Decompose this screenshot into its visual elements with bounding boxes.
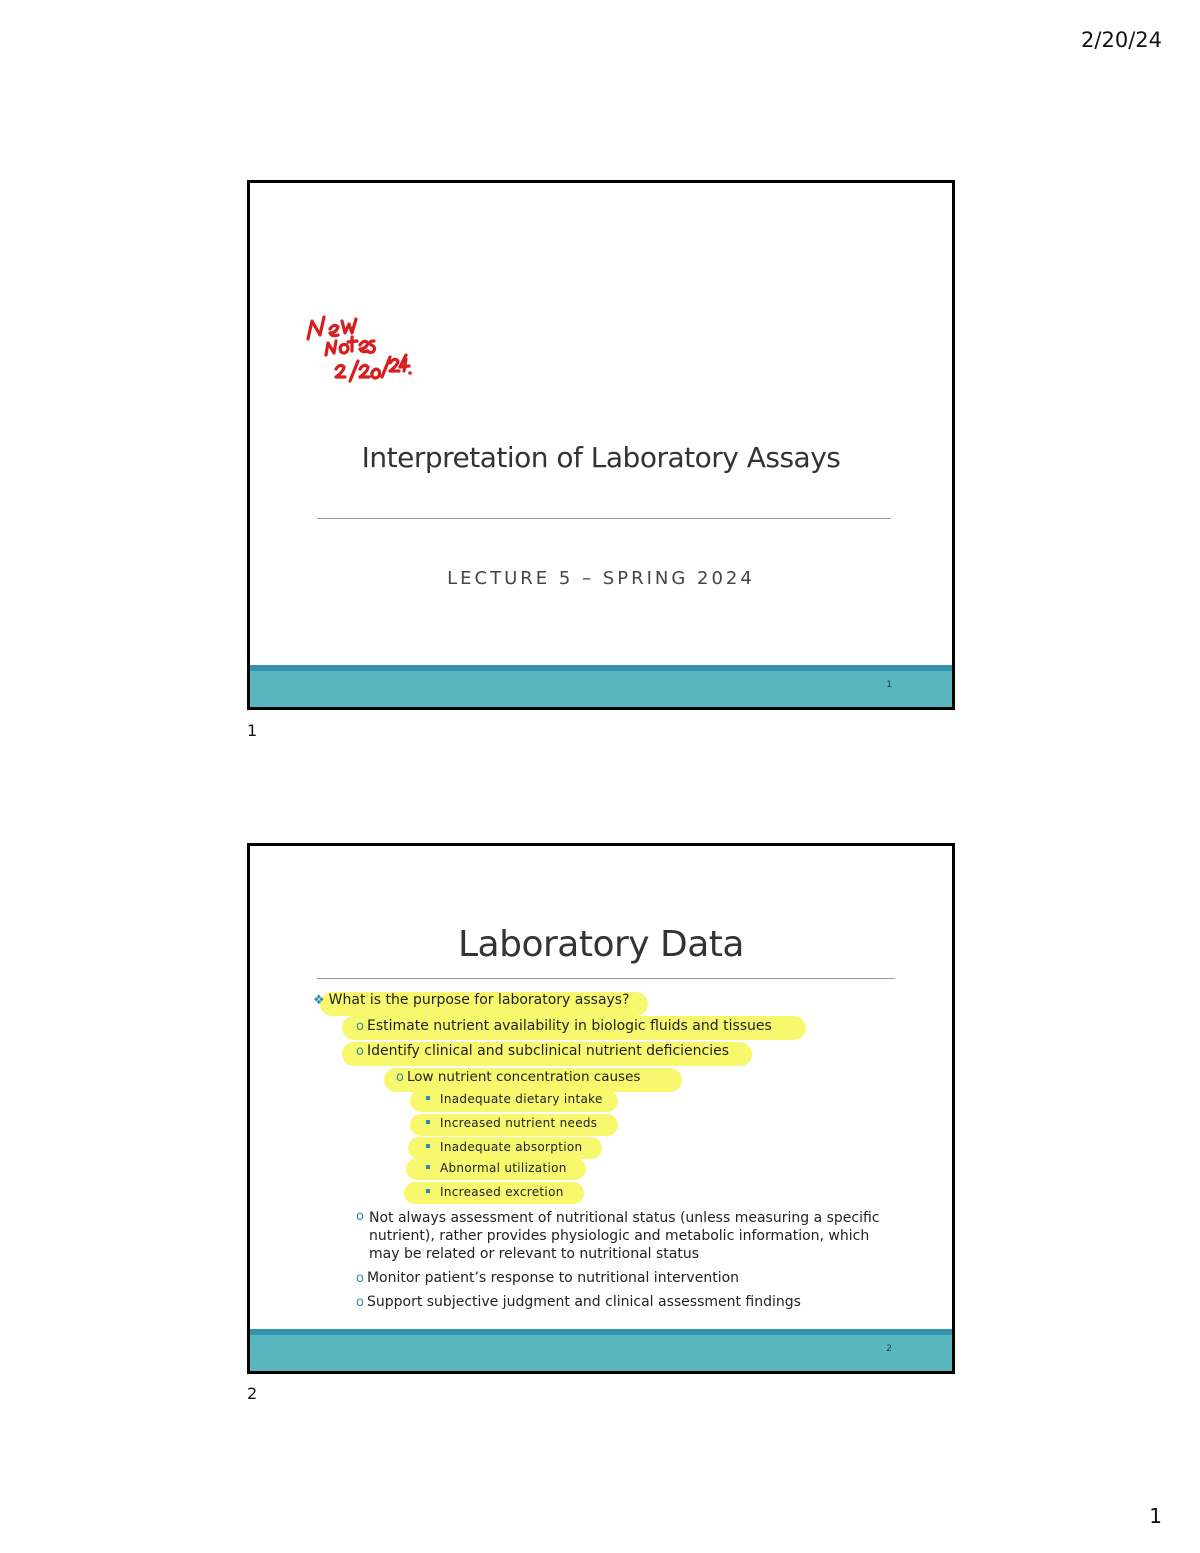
- bullet-text: What is the purpose for laboratory assays?: [328, 992, 630, 1008]
- bullet-text: Abnormal utilization: [440, 1161, 567, 1175]
- bullet-text: Low nutrient concentration causes: [406, 1069, 641, 1085]
- slide-2-bullet-list: [250, 846, 952, 1371]
- bullet-text: Monitor patient’s response to nutritional intervention: [366, 1270, 740, 1286]
- bullet-identify: [356, 1043, 729, 1059]
- slide-2-footer-number: 2: [886, 1344, 892, 1354]
- bullet-cause: [426, 1161, 567, 1175]
- bullet-text: Estimate nutrient availability in biologic fluids and tissues: [366, 1018, 772, 1034]
- bullet-low-concentration: [396, 1069, 640, 1085]
- slide-1: [247, 180, 955, 710]
- bullet-cause: [426, 1140, 582, 1154]
- bullet-monitor: [356, 1270, 739, 1286]
- slide-1-footer: [250, 665, 952, 707]
- slide-1-caption: 1: [247, 721, 258, 740]
- square-bullet-icon: [426, 1189, 430, 1193]
- bullet-cause: [426, 1092, 603, 1106]
- bullet-estimate: [356, 1018, 772, 1034]
- square-bullet-icon: [426, 1096, 430, 1100]
- bullet-support: [356, 1294, 801, 1310]
- square-bullet-icon: [426, 1144, 430, 1148]
- bullet-not-always: [356, 1209, 889, 1263]
- bullet-text: Identify clinical and subclinical nutrient deficiencies: [366, 1043, 730, 1059]
- slide-1-footer-number: 1: [886, 680, 892, 690]
- circle-bullet-icon: o: [356, 1209, 364, 1224]
- bullet-text: Increased nutrient needs: [440, 1116, 598, 1130]
- circle-bullet-icon: o: [356, 1019, 364, 1034]
- bullet-text: Support subjective judgment and clinical assessment findings: [366, 1294, 801, 1310]
- circle-bullet-icon: o: [356, 1044, 364, 1059]
- square-bullet-icon: [426, 1120, 430, 1124]
- circle-bullet-icon: o: [396, 1070, 404, 1085]
- circle-bullet-icon: o: [356, 1271, 364, 1286]
- bullet-text: Increased excretion: [440, 1185, 564, 1199]
- slide-1-subtitle: LECTURE 5 – SPRING 2024: [447, 568, 755, 589]
- bullet-cause: [426, 1185, 564, 1199]
- slide-2-caption: 2: [247, 1384, 258, 1403]
- handwritten-note: [302, 311, 412, 391]
- slide-2: [247, 843, 955, 1374]
- page-number: 1: [1149, 1504, 1162, 1528]
- bullet-cause: [426, 1116, 597, 1130]
- bullet-question: [313, 992, 630, 1008]
- bullet-text: Not always assessment of nutritional status (unless measuring a specific nutrient), rather provides physiologic and metabolic information, which may be related or relevant to nutritional status: [369, 1210, 880, 1262]
- slide-1-title: Interpretation of Laboratory Assays: [361, 441, 841, 474]
- page-date: 2/20/24: [1081, 28, 1162, 52]
- slide-1-divider: [317, 518, 891, 519]
- diamond-bullet-icon: ❖: [313, 993, 325, 1008]
- bullet-text: Inadequate absorption: [440, 1140, 583, 1154]
- slide-2-footer: [250, 1329, 952, 1371]
- slide-2-title: Laboratory Data: [457, 924, 744, 965]
- bullet-text: Inadequate dietary intake: [440, 1092, 603, 1106]
- handwritten-note-graphic: [302, 311, 412, 391]
- circle-bullet-icon: o: [356, 1295, 364, 1310]
- square-bullet-icon: [426, 1165, 430, 1169]
